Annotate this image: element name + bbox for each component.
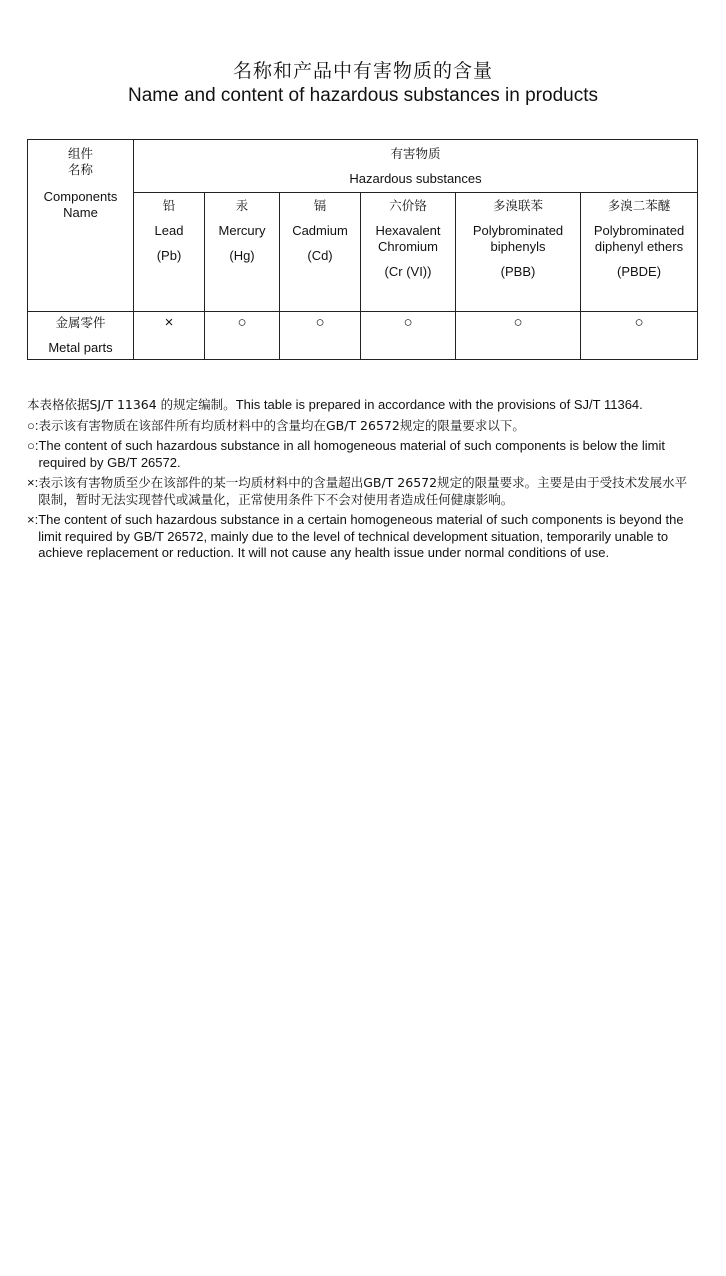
circle-mark: ○: [634, 314, 644, 331]
mark-cell: [581, 312, 698, 360]
table-notes: [27, 397, 699, 566]
note-circle-cn-text: 表示该有害物质在该部件所有均质材料中的含量均在GB/T 26572规定的限量要求以下。: [38, 417, 525, 433]
components-header-en-2: Name: [63, 205, 98, 220]
mark-cell: [205, 312, 280, 360]
cross-symbol: ×:: [27, 475, 39, 490]
mark-cell: [456, 312, 581, 360]
substance-en: Hexavalent: [375, 223, 441, 239]
title-english: Name and content of hazardous substances in products: [127, 85, 598, 106]
circle-symbol: ○:: [27, 417, 39, 433]
title-chinese: 名称和产品中有害物质的含量: [232, 60, 493, 82]
substance-en: Polybrominated: [593, 223, 685, 239]
note-circle-cn: [27, 418, 699, 435]
substance-header-lead: [134, 193, 205, 312]
note-prepared-en: This table is prepared in accordance with the provisions of SJ/T 11364.: [235, 397, 643, 412]
table-row: [28, 312, 698, 360]
note-cross-en: [27, 512, 699, 562]
note-circle-en-text: The content of such hazardous substance in all homogeneous material of such components is below the limit required by GB/T 26572.: [38, 438, 665, 470]
substance-symbol: (PBB): [500, 264, 536, 280]
mark-cell: [361, 312, 456, 360]
substance-en: Mercury: [218, 223, 266, 239]
components-header-cn-2: 名称: [67, 162, 93, 177]
mark-cell: [280, 312, 361, 360]
substance-header-cadmium: [280, 193, 361, 312]
hazardous-substances-table: [27, 139, 698, 360]
component-name-cell: [28, 312, 134, 360]
substance-cn: 六价铬: [389, 198, 427, 214]
circle-mark: ○: [315, 314, 325, 331]
hazardous-header-cell: [134, 140, 698, 193]
substance-cn: 多溴二苯醚: [607, 198, 671, 214]
substance-en-2: Chromium: [378, 239, 438, 255]
substance-symbol: (Cd): [307, 248, 333, 264]
hazardous-header-cn: 有害物质: [390, 146, 441, 161]
substance-cn: 镉: [313, 198, 327, 214]
mark-cell: [134, 312, 205, 360]
substance-header-hexavalent-chromium: [361, 193, 456, 312]
note-circle-en: [27, 438, 699, 471]
substance-en-2: diphenyl ethers: [594, 239, 684, 255]
substance-symbol: (Hg): [229, 248, 255, 264]
note-prepared-cn: 本表格依据SJ/T 11364 的规定编制。: [27, 397, 236, 412]
substance-en: Polybrominated: [472, 223, 564, 239]
cross-mark: ×: [164, 314, 174, 331]
components-header-cell: [28, 140, 134, 312]
substance-cn: 汞: [235, 198, 249, 214]
note-cross-cn: [27, 475, 699, 508]
component-name-en: Metal parts: [48, 340, 113, 355]
note-prepared: [27, 397, 699, 414]
components-header-cn-1: 组件: [67, 146, 93, 161]
substance-header-pbb: [456, 193, 581, 312]
circle-mark: ○: [513, 314, 523, 331]
substance-cn: 多溴联苯: [492, 198, 543, 214]
circle-mark: ○: [403, 314, 413, 331]
substance-header-pbde: [581, 193, 698, 312]
substance-en: Cadmium: [292, 223, 348, 239]
substance-symbol: (Cr (VI)): [384, 264, 432, 280]
substance-symbol: (Pb): [156, 248, 182, 264]
components-header-en-1: Components: [43, 189, 118, 204]
component-name-cn: 金属零件: [55, 315, 106, 330]
substance-symbol: (PBDE): [616, 264, 662, 280]
circle-mark: ○: [237, 314, 247, 331]
substance-en-2: biphenyls: [490, 239, 546, 255]
substance-header-mercury: [205, 193, 280, 312]
cross-symbol: ×:: [27, 512, 39, 527]
document-title: [0, 58, 726, 108]
hazardous-header-en: Hazardous substances: [349, 171, 482, 186]
circle-symbol: ○:: [27, 438, 39, 453]
note-cross-cn-text: 表示该有害物质至少在该部件的某一均质材料中的含量超出GB/T 26572规定的限量要求。主要是由于受技术发展水平限制，暂时无法实现替代或减量化，正常使用条件下不会对使用者造成任何健康影响。: [38, 475, 688, 507]
note-cross-en-text: The content of such hazardous substance in a certain homogeneous material of such components is beyond the limit required by GB/T 26572, mainly due to the level of technical development situation, temporarily unable to achieve replacement or reduction. It will not cause any health issue under normal conditions of use.: [38, 512, 684, 560]
substance-en: Lead: [154, 223, 184, 239]
substance-cn: 铅: [162, 198, 176, 214]
